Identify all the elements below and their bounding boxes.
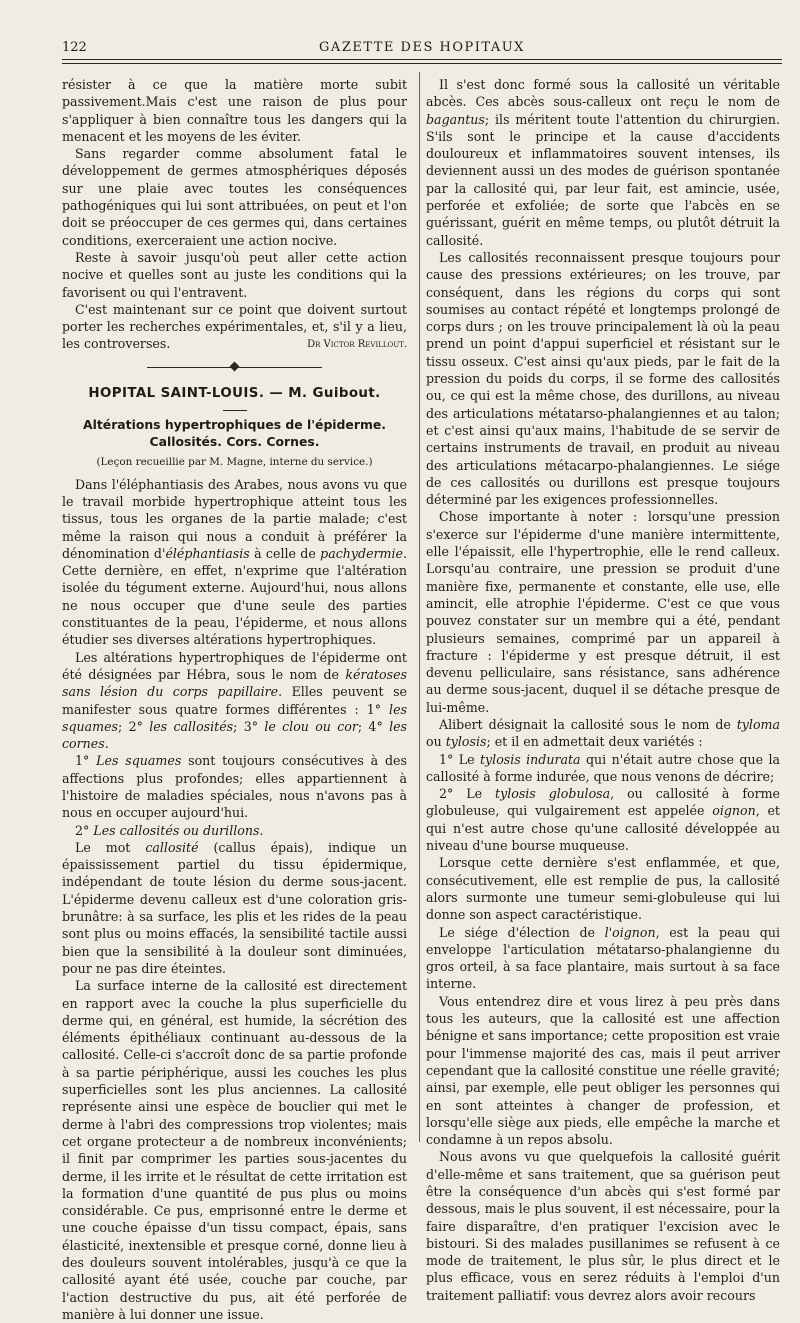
header-rule <box>62 59 782 60</box>
paragraph: Les altérations hypertrophiques de l'épiderme ont été désignées par Hébra, sous le nom de kératoses sans lésion du corps papillaire. Elles peuvent se manifester sous quatre formes différentes : 1° les squames; 2° les callosités; 3° le clou ou cor; 4° les cornes. <box>62 649 408 752</box>
paragraph: Dans l'éléphantiasis des Arabes, nous avons vu que le travail morbide hypertrophique atteint tous les tissus, tous les organes de la partie malade; c'est même la raison qui nous a conduit à préférer la dénomination d'éléphantiasis à celle de pachydermie. Cette dernière, en effet, n'exprime que l'altération isolée du tégument externe. Aujourd'hui, nous allons ne nous occuper que d'une seule des parties constituantes de la peau, l'épiderme, et nous allons étudier ses diverses altérations hypertrophiques. <box>62 476 407 648</box>
page-header <box>62 40 782 60</box>
separator-diamond-icon <box>230 362 240 372</box>
column-divider <box>419 72 420 1142</box>
paragraph: 2° Le tylosis globulosa, ou callosité à forme globuleuse, qui vulgairement est appelée oignon, et qui n'est autre chose qu'une callosité développée au niveau d'une bourse muqueuse. <box>426 786 781 854</box>
paragraph: Les callosités reconnaissent presque toujours pour cause des pressions extérieures; on les trouve, par conséquent, dans les régions du corps qui sont soumises au contact répété et longtemps prolongé de corps durs ; on les trouve principalement là où la peau prend un point d'appui superficiel et résistant sur le tissu osseux. C'est ainsi qu'aux pieds, par le fait de la pression du poids du corps, il se forme des callosités ou, ce qui est la même chose, des durillons, au niveau des articulations métatarso-phalangiennes et au talon; et c'est ainsi qu'aux mains, l'habitude de se servir de certains instruments de travail, en produit au niveau des articulations métacarpo-phalangiennes. Le siége de ces callosités ou durillons est presque toujours déterminé par les exigences professionnelles. <box>426 249 780 508</box>
paragraph: Nous avons vu que quelquefois la callosité guérit d'elle-même et sans traitement, que sa guérison peut être la conséquence d'un abcès qui s'est formé par dessous, mais le plus souvent, il est nécessaire, pour la faire disparaître, d'en pratiquer l'excision avec le bistouri. Si des malades pusillanimes se refusent à ce mode de traitement, le plus sûr, le plus direct et le plus efficace, vous en serez réduits à l'emploi d'un traitement palliatif: vous devrez alors avoir recours <box>426 1149 780 1303</box>
paragraph: 1° Le tylosis indurata qui n'était autre chose que la callosité à forme indurée, que nous venons de décrire; <box>426 751 780 784</box>
paragraph: Le mot callosité (callus épais), indique un épaississement partiel du tissu épidermique, indépendant de toute lésion du derme sous-jacent. L'épiderme devenu calleux est d'une coloration gris-brunâtre: à sa surface, les plis et les rides de la peau sont plus ou moins effacés, la sensibilité tactile aussi bien que la sensibilité à la douleur sont diminuées, pour ne pas dire éteintes. <box>62 839 407 976</box>
paragraph: résister à ce que la matière morte subit passivement.Mais c'est une raison de plus pour s'appliquer à bien connaître tous les dangers qui la menacent et les moyens de les éviter. <box>62 77 407 144</box>
paragraph: 2° Les callosités ou durillons. <box>75 822 264 838</box>
author-signature: Dr Victor Revillout. <box>307 338 407 350</box>
paragraph: Il s'est donc formé sous la callosité un véritable abcès. Ces abcès sous-calleux ont reçu le nom de bagantus; ils méritent toute l'attention du chirurgien. S'ils sont le principe et la cause d'accidents douloureux et inflammatoires souvent intenses, ils deviennent aussi un des modes de guérison spontanée par la callosité qui, par leur fait, est amincie, usée, perforée et exfoliée; de sorte que l'abcès en se guérissant, guérit en même temps, ou plutôt détruit la callosité. <box>426 77 780 248</box>
right-column <box>426 76 780 1304</box>
journal-title: GAZETTE DES HOPITAUX <box>319 40 525 55</box>
section-title: HOPITAL SAINT-LOUIS. — M. Guibout. <box>88 386 381 402</box>
section-separator <box>62 353 407 375</box>
paragraph: 1° Les squames sont toujours consécutives à des affections plus profondes; elles appartiennent à l'histoire de maladies spéciales, nous n'avons pas à nous en occuper aujourd'hui. <box>62 753 407 821</box>
paragraph: C'est maintenant sur ce point que doivent surtout porter les recherches expérimentales, et, s'il y a lieu, les controverses. <box>62 301 407 352</box>
paragraph: La surface interne de la callosité est directement en rapport avec la couche la plus superficielle du derme qui, en général, est humide, la sécrétion des éléments épithéliaux continuant au-dessous de la callosité. Celle-ci s'accroît donc de sa partie profonde à sa partie périphérique, aussi les couches les plus superficielles sont les plus anciennes. La callosité représente ainsi une espèce de bouclier qui met le derme à l'abri des compressions trop violentes; mais cet organe protecteur a de nombreux inconvénients; il finit par comprimer les parties sous-jacentes du derme, il les irrite et le résultat de cette irritation est la formation d'une quantité de pus plus ou moins considérable. Ce pus, emprisonné entre le derme et une couche épaisse d'un tissu compact, épais, sans élasticité, inextensible et presque corné, donne lieu à des douleurs souvent intolérables, jusqu'à ce que la callosité ayant été usée, couche par couche, par l'action destructive du pus, ait été perforée de manière à lui donner une issue. <box>62 978 407 1322</box>
paragraph: Lorsque cette dernière s'est enflammée, et que, consécutivement, elle est remplie de pus, la callosité alors surmonte une tumeur semi-globuleuse qui lui donne son aspect caractéristique. <box>426 855 780 923</box>
paragraph: Sans regarder comme absolument fatal le développement de germes atmosphériques déposés sur une plaie avec toutes les conséquences pathogéniques qui lui sont attribuées, on peut et l'on doit se préoccuper de ces germes qui, dans certaines conditions, exerceraient une action nocive. <box>62 146 407 248</box>
page-number: 122 <box>62 40 87 55</box>
article-byline: (Leçon recueillie par M. Magne, interne du service.) <box>96 456 373 469</box>
article-title: Altérations hypertrophiques de l'épiderme. Callosités. Cors. Cornes. <box>83 417 386 450</box>
paragraph: Chose importante à noter : lorsqu'une pression s'exerce sur l'épiderme d'une manière intermittente, elle l'épaissit, elle l'hypertrophie, elle le rend calleux. Lorsqu'au contraire, une pression se produit d'une manière fixe, permanente et constante, elle use, elle amincit, elle atrophie l'épiderme. C'est ce que vous pouvez constater sur un membre qui a été, pendant plusieurs semaines, comprimé par un appareil à fracture : l'épiderme y est presque détruit, il est devenu pelliculaire, sans résistance, sans adhérence au derme sous-jacent, duquel il se détache presque de lui-même. <box>426 509 780 715</box>
paragraph: Vous entendrez dire et vous lirez à peu près dans tous les auteurs, que la callosité est une affection bénigne et sans importance; cette proposition est vraie pour l'immense majorité des cas, mais il peut arriver cependant que la callosité constitue une réelle gravité; ainsi, par exemple, elle peut obliger les personnes qui en sont atteintes à changer de profession, et lorsqu'elle siège aux pieds, elle empêche la marche et condamne à un repos absolu. <box>426 993 780 1148</box>
paragraph: Alibert désignait la callosité sous le nom de tyloma ou tylosis; et il en admettait deux variétés : <box>426 716 780 750</box>
paragraph: Le siége d'élection de l'oignon, est la peau qui enveloppe l'articulation métatarso-phalangienne du gros orteil, à sa face plantaire, mais surtout à sa face interne. <box>426 924 780 992</box>
paragraph: Reste à savoir jusqu'où peut aller cette action nocive et quelles sont au juste les conditions qui la favorisent ou qui l'entravent. <box>62 249 407 300</box>
title-rule <box>223 410 247 411</box>
header-rule-thin <box>62 63 782 64</box>
left-column <box>62 76 407 1323</box>
